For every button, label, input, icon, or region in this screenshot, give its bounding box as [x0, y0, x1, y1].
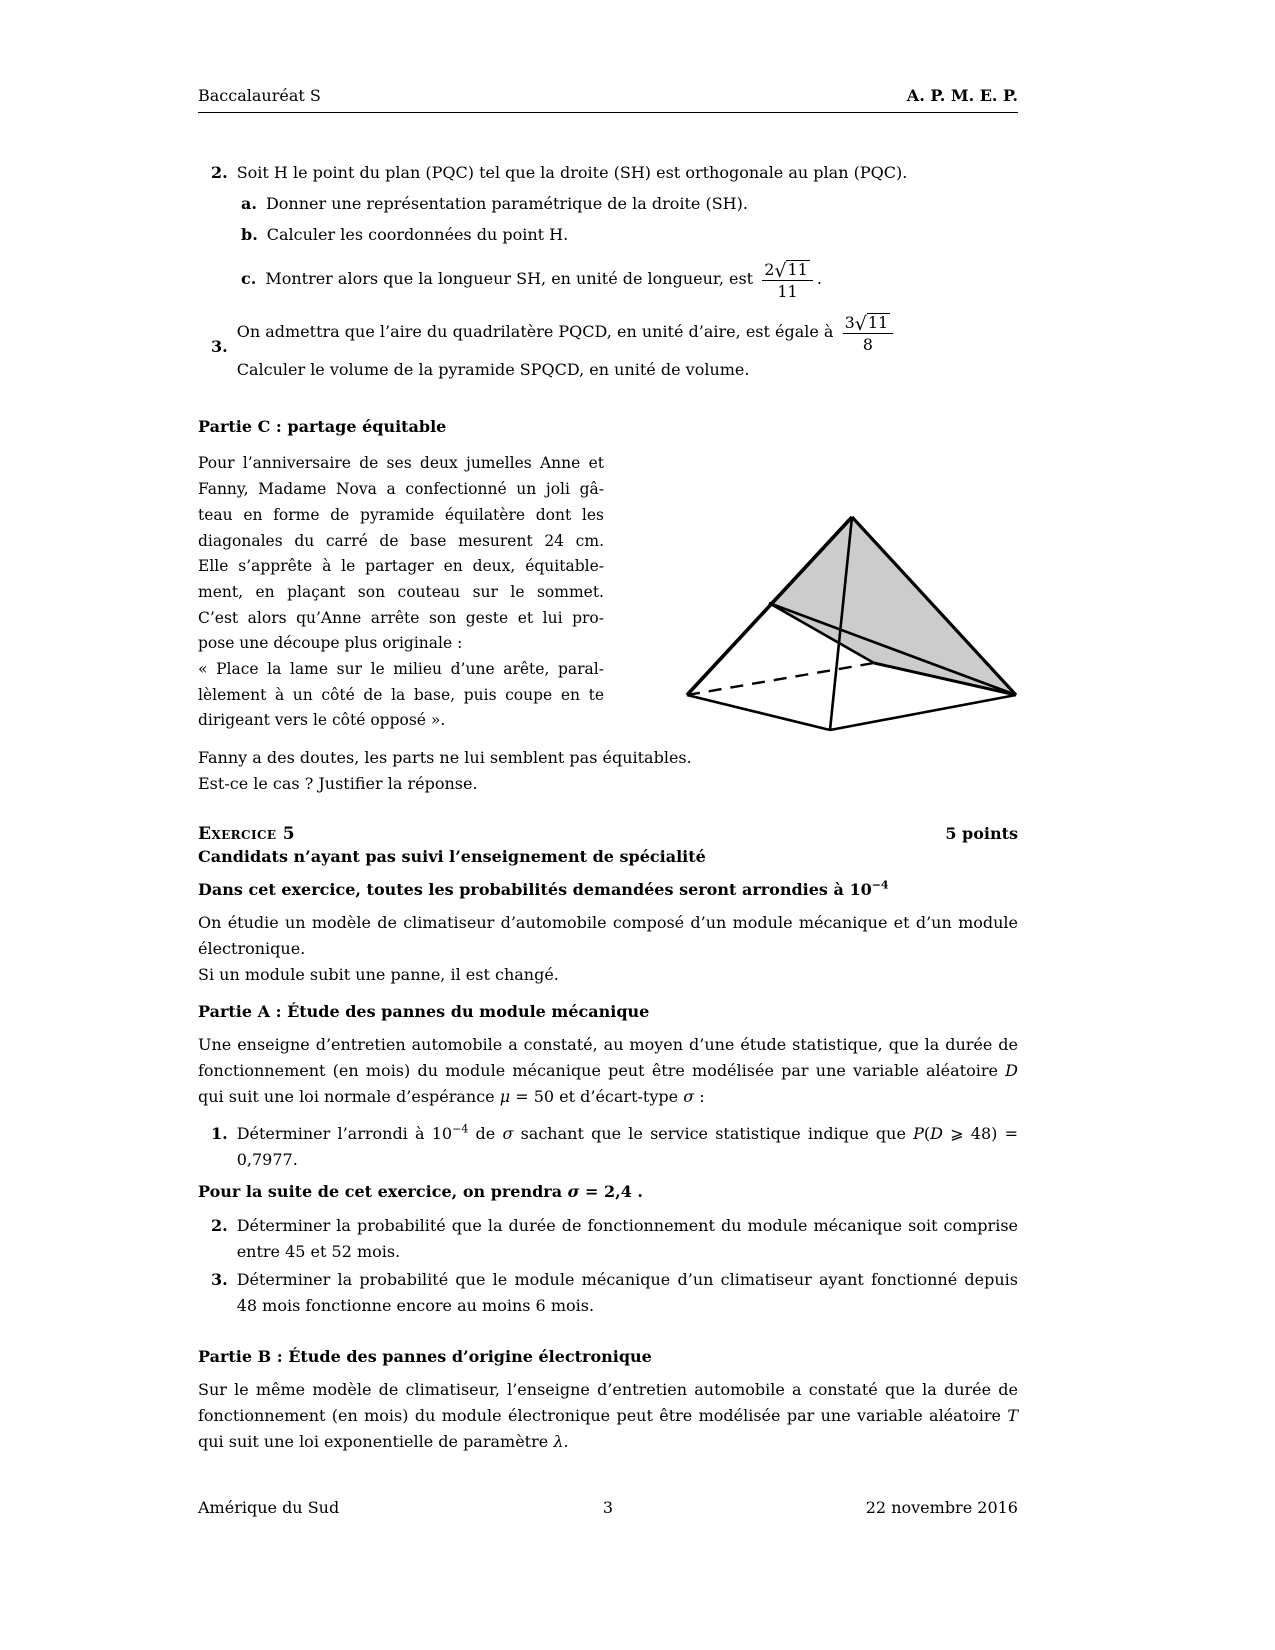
part-a-question-3 [211, 1267, 1018, 1319]
question-number: 3. [211, 336, 228, 356]
question-text-seg: sachant que le service statistique indique que [513, 1124, 914, 1144]
question-number: 2. [211, 163, 228, 182]
question-text [237, 310, 1018, 354]
question-number: 2. [211, 1216, 228, 1236]
doubt-line-1: Fanny a des doutes, les parts ne lui semblent pas équitables. [198, 748, 692, 768]
question-2c [241, 257, 1018, 301]
question-letter: a. [241, 194, 257, 213]
lambda-symbol: λ [553, 1432, 564, 1452]
page-header [198, 0, 1018, 113]
paragraph-line: pose une découpe plus originale : [198, 634, 463, 653]
question-letter: c. [241, 268, 257, 288]
paragraph-line: teau en forme de pyramide équilatère dont les [198, 505, 604, 524]
question-text: Donner une représentation paramétrique de la droite (SH). [265, 194, 748, 213]
radical-sign: √ [774, 259, 787, 282]
part-a-paragraph [198, 1032, 1018, 1110]
paren: ( [923, 1124, 931, 1144]
note-text: Pour la suite de cet exercice, on prendra [198, 1182, 568, 1202]
part-b-text: . [563, 1432, 569, 1452]
rounding-note-text: Dans cet exercice, toutes les probabilités demandées seront arrondies à [198, 880, 850, 900]
paragraph-line: lèlement à un côté de la base, puis coupe en te [198, 685, 604, 704]
question-2a [241, 191, 1018, 217]
question-number: 3. [211, 1270, 228, 1290]
paragraph-line: C’est alors qu’Anne arrête son geste et lui pro- [198, 608, 604, 627]
power-base: 10 [849, 880, 872, 900]
question-text [237, 1121, 1018, 1173]
question-text-pre: Montrer alors que la longueur SH, en unité de longueur, est [265, 268, 759, 288]
sigma-symbol: σ [683, 1087, 695, 1107]
fraction-denominator: 8 [862, 334, 873, 354]
base-edge [830, 695, 1016, 730]
header-left: Baccalauréat S [198, 86, 321, 105]
variable-D: D [930, 1124, 943, 1144]
radical-sign: √ [854, 312, 867, 335]
part-a-question-1 [211, 1121, 1018, 1173]
part-b-text: Sur le même modèle de climatiseur, l’enseigne d’entretien automobile a constaté que la durée de fonctionnement (en mois) du module électronique peut être modélisée par une variable aléatoire [198, 1380, 1018, 1426]
question-2 [211, 160, 1018, 186]
footer-right: 22 novembre 2016 [865, 1498, 1018, 1517]
paragraph-line: diagonales du carré de base mesurent 24 cm. [198, 531, 604, 550]
fraction-coefficient: 2 [764, 259, 775, 279]
fraction-3sqrt11-over-8 [843, 310, 894, 354]
question-number: 1. [211, 1124, 228, 1144]
part-b-paragraph [198, 1377, 1018, 1455]
exercise-5-intro-2: Si un module subit une panne, il est changé. [198, 965, 559, 985]
footer-left: Amérique du Sud [198, 1498, 340, 1517]
part-b-title: Partie B : Étude des pannes d’origine électronique [198, 1347, 652, 1367]
question-text: Soit H le point du plan (PQC) tel que la droite (SH) est orthogonale au plan (PQC). [236, 163, 908, 182]
question-text-post: . [816, 268, 822, 288]
note-text: = 2,4 . [579, 1182, 643, 1202]
question-text-pre: On admettra que l’aire du quadrilatère PQCD, en unité d’aire, est égale à [236, 321, 839, 341]
fraction-2sqrt11-over-11 [762, 257, 813, 301]
part-a-text: qui suit une loi normale d’espérance [198, 1087, 500, 1107]
part-a-text: : [694, 1087, 705, 1107]
paragraph-line: dirigeant vers le côté opposé ». [198, 711, 446, 730]
paragraph-line: Pour l’anniversaire de ses deux jumelles Anne et [198, 454, 604, 473]
hidden-edge-dashed [687, 663, 874, 695]
part-c-title: Partie C : partage équitable [198, 417, 447, 437]
footer-page-number: 3 [602, 1498, 614, 1517]
question-text [265, 257, 1018, 301]
question-letter: b. [241, 225, 258, 244]
power-exponent: −4 [871, 878, 889, 892]
mu-symbol: μ [499, 1087, 511, 1107]
part-a-text: = 50 et d’écart-type [510, 1087, 684, 1107]
page-footer [198, 1496, 1018, 1520]
header-right: A. P. M. E. P. [906, 86, 1018, 105]
variable-T: T [1007, 1406, 1018, 1426]
paragraph-line: « Place la lame sur le milieu d’une arête, paral- [198, 660, 604, 679]
question-text: Déterminer la probabilité que le module mécanique d’un climatiseur ayant fonctionné depuis 48 mois fonctionne encore au moins 6 mois. [236, 1270, 1018, 1316]
cake-paragraph [198, 451, 604, 734]
power-base: 10 [431, 1124, 453, 1144]
question-text-seg: ⩾ 48) = 0,7977. [236, 1124, 1018, 1170]
question-text-line2: Calculer le volume de la pyramide SPQCD, en unité de volume. [236, 360, 750, 380]
exercise-5-subtitle: Candidats n’ayant pas suivi l’enseignement de spécialité [198, 847, 706, 867]
sigma-value-note [198, 1179, 1018, 1205]
question-text: Calculer les coordonnées du point H. [266, 225, 569, 244]
question-3 [211, 310, 1018, 384]
part-a-title: Partie A : Étude des pannes du module mécanique [198, 1002, 650, 1022]
paragraph-line: Elle s’apprête à le partager en deux, équitable- [198, 557, 604, 576]
power-exponent: −4 [452, 1122, 469, 1136]
sigma-symbol: σ [502, 1124, 514, 1144]
exercise-5-title: Exercice 5 [198, 824, 295, 845]
page-content [198, 0, 1018, 1455]
paragraph-line: Fanny, Madame Nova a confectionné un joli gâ- [198, 480, 604, 499]
rounding-note [198, 877, 1018, 903]
question-text-seg: de [468, 1124, 503, 1144]
pyramid-figure [638, 479, 1033, 757]
base-edge [687, 695, 830, 730]
paragraph-line: ment, en plaçant son couteau sur le sommet. [198, 582, 604, 601]
variable-D: D [1005, 1061, 1018, 1081]
points-label: 5 points [945, 824, 1018, 844]
fraction-coefficient: 3 [844, 312, 855, 332]
exercise-5-intro: On étudie un modèle de climatiseur d’automobile composé d’un module mécanique et d’un module électronique. [198, 913, 1018, 959]
radicand: 11 [867, 312, 889, 332]
radicand: 11 [787, 260, 808, 279]
fraction-denominator: 11 [777, 281, 798, 301]
question-2b [241, 222, 1018, 248]
variable-P: P [913, 1124, 924, 1144]
exercise-5-heading-row [198, 824, 1018, 844]
question-text: Déterminer la probabilité que la durée de fonctionnement du module mécanique soit comprise entre 45 et 52 mois. [236, 1216, 1018, 1262]
sigma-symbol: σ [567, 1182, 580, 1202]
doubt-line-2: Est-ce le cas ? Justifier la réponse. [198, 774, 478, 794]
part-b-text: qui suit une loi exponentielle de paramètre [198, 1432, 554, 1452]
part-a-text: Une enseigne d’entretien automobile a constaté, au moyen d’une étude statistique, que la durée de fonctionnement (en mois) du module mécanique peut être modélisée par une variable aléatoire [198, 1035, 1018, 1081]
part-a-question-2 [211, 1213, 1018, 1265]
part-c-body [198, 451, 1018, 739]
question-text-seg: Déterminer l’arrondi à [236, 1124, 432, 1144]
